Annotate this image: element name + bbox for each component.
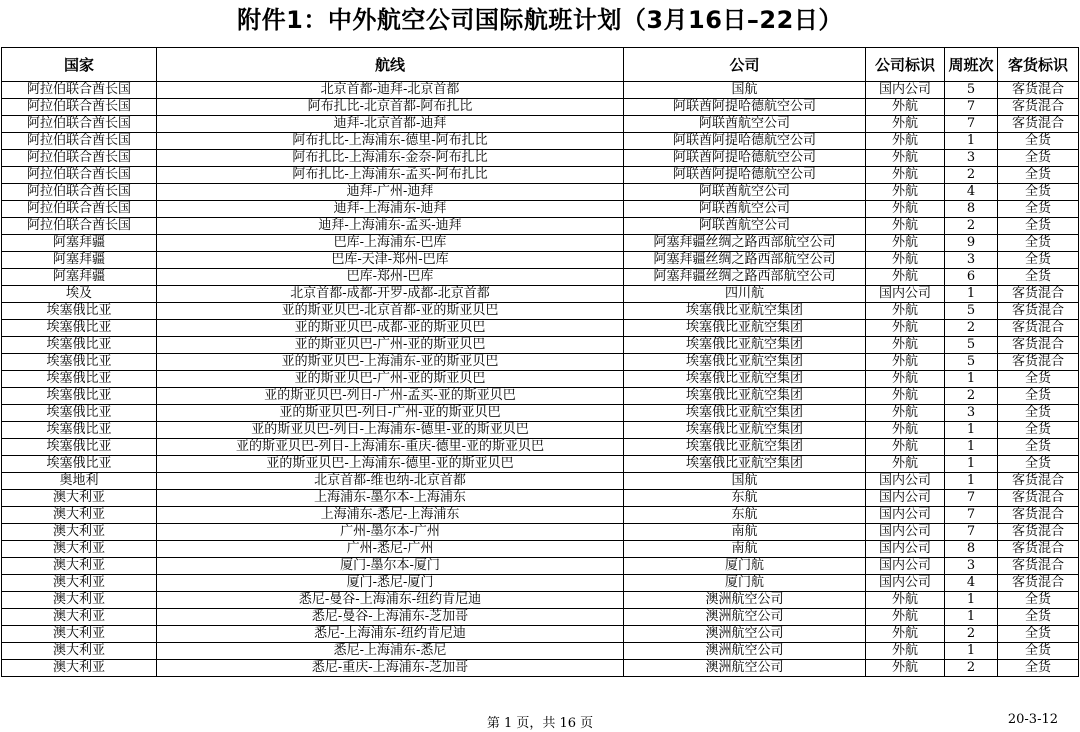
table-row bbox=[2, 337, 1079, 354]
cell-weekly-flights: 1 bbox=[945, 133, 998, 150]
cell-airline: 阿联酋阿提哈德航空公司 bbox=[624, 167, 866, 184]
cell-airline-type: 国内公司 bbox=[866, 558, 945, 575]
cell-route: 迪拜-北京首都-迪拜 bbox=[157, 116, 624, 133]
cell-route: 厦门-悉尼-厦门 bbox=[157, 575, 624, 592]
table-row bbox=[2, 252, 1079, 269]
cell-weekly-flights: 1 bbox=[945, 643, 998, 660]
cell-airline-type: 外航 bbox=[866, 184, 945, 201]
table-row bbox=[2, 371, 1079, 388]
cell-country: 埃塞俄比亚 bbox=[2, 337, 157, 354]
cell-country: 埃塞俄比亚 bbox=[2, 405, 157, 422]
cell-airline-type: 国内公司 bbox=[866, 541, 945, 558]
cell-country: 阿拉伯联合酋长国 bbox=[2, 167, 157, 184]
cell-route: 北京首都-迪拜-北京首都 bbox=[157, 82, 624, 99]
cell-route: 阿布扎比-北京首都-阿布扎比 bbox=[157, 99, 624, 116]
cell-cargo-type: 客货混合 bbox=[998, 541, 1079, 558]
cell-country: 澳大利亚 bbox=[2, 524, 157, 541]
cell-country: 澳大利亚 bbox=[2, 643, 157, 660]
cell-cargo-type: 全货 bbox=[998, 660, 1079, 677]
cell-country: 埃及 bbox=[2, 286, 157, 303]
cell-country: 埃塞俄比亚 bbox=[2, 320, 157, 337]
cell-route: 巴库-上海浦东-巴库 bbox=[157, 235, 624, 252]
cell-airline-type: 国内公司 bbox=[866, 286, 945, 303]
cell-weekly-flights: 4 bbox=[945, 184, 998, 201]
cell-route: 亚的斯亚贝巴-成都-亚的斯亚贝巴 bbox=[157, 320, 624, 337]
flight-schedule-table bbox=[1, 47, 1079, 677]
table-row bbox=[2, 660, 1079, 677]
cell-cargo-type: 客货混合 bbox=[998, 286, 1079, 303]
cell-airline: 厦门航 bbox=[624, 575, 866, 592]
cell-weekly-flights: 2 bbox=[945, 320, 998, 337]
cell-airline-type: 外航 bbox=[866, 269, 945, 286]
cell-cargo-type: 全货 bbox=[998, 626, 1079, 643]
cell-cargo-type: 全货 bbox=[998, 252, 1079, 269]
cell-cargo-type: 全货 bbox=[998, 439, 1079, 456]
cell-route: 悉尼-曼谷-上海浦东-纽约肯尼迪 bbox=[157, 592, 624, 609]
page-indicator: 第 1 页，共 16 页 bbox=[486, 716, 594, 731]
cell-airline: 阿塞拜疆丝绸之路西部航空公司 bbox=[624, 269, 866, 286]
cell-weekly-flights: 7 bbox=[945, 99, 998, 116]
table-row bbox=[2, 303, 1079, 320]
cell-route: 亚的斯亚贝巴-列日-上海浦东-德里-亚的斯亚贝巴 bbox=[157, 422, 624, 439]
cell-weekly-flights: 5 bbox=[945, 82, 998, 99]
cell-weekly-flights: 7 bbox=[945, 507, 998, 524]
table-row bbox=[2, 269, 1079, 286]
cell-airline: 埃塞俄比亚航空集团 bbox=[624, 354, 866, 371]
cell-airline-type: 外航 bbox=[866, 303, 945, 320]
cell-cargo-type: 全货 bbox=[998, 643, 1079, 660]
cell-airline-type: 外航 bbox=[866, 116, 945, 133]
cell-weekly-flights: 3 bbox=[945, 558, 998, 575]
cell-cargo-type: 客货混合 bbox=[998, 558, 1079, 575]
cell-cargo-type: 客货混合 bbox=[998, 524, 1079, 541]
cell-country: 澳大利亚 bbox=[2, 490, 157, 507]
table-row bbox=[2, 643, 1079, 660]
document-title: 附件1：中外航空公司国际航班计划（3月16日–22日） bbox=[237, 6, 843, 34]
table-header-row bbox=[2, 48, 1079, 82]
cell-route: 悉尼-曼谷-上海浦东-芝加哥 bbox=[157, 609, 624, 626]
cell-airline-type: 外航 bbox=[866, 439, 945, 456]
cell-route: 亚的斯亚贝巴-北京首都-亚的斯亚贝巴 bbox=[157, 303, 624, 320]
table-row bbox=[2, 150, 1079, 167]
cell-weekly-flights: 1 bbox=[945, 473, 998, 490]
cell-country: 埃塞俄比亚 bbox=[2, 388, 157, 405]
cell-country: 埃塞俄比亚 bbox=[2, 439, 157, 456]
cell-weekly-flights: 5 bbox=[945, 337, 998, 354]
cell-airline: 澳洲航空公司 bbox=[624, 660, 866, 677]
cell-cargo-type: 全货 bbox=[998, 456, 1079, 473]
cell-weekly-flights: 4 bbox=[945, 575, 998, 592]
cell-airline: 阿联酋航空公司 bbox=[624, 218, 866, 235]
cell-airline-type: 外航 bbox=[866, 99, 945, 116]
cell-airline-type: 国内公司 bbox=[866, 507, 945, 524]
cell-airline: 澳洲航空公司 bbox=[624, 609, 866, 626]
cell-country: 阿塞拜疆 bbox=[2, 235, 157, 252]
cell-cargo-type: 客货混合 bbox=[998, 99, 1079, 116]
cell-airline: 澳洲航空公司 bbox=[624, 626, 866, 643]
cell-cargo-type: 客货混合 bbox=[998, 507, 1079, 524]
cell-route: 亚的斯亚贝巴-上海浦东-亚的斯亚贝巴 bbox=[157, 354, 624, 371]
cell-airline: 埃塞俄比亚航空集团 bbox=[624, 422, 866, 439]
cell-airline: 埃塞俄比亚航空集团 bbox=[624, 303, 866, 320]
table-row bbox=[2, 184, 1079, 201]
cell-airline-type: 外航 bbox=[866, 660, 945, 677]
cell-country: 阿拉伯联合酋长国 bbox=[2, 150, 157, 167]
cell-country: 澳大利亚 bbox=[2, 660, 157, 677]
cell-weekly-flights: 1 bbox=[945, 422, 998, 439]
table-row bbox=[2, 218, 1079, 235]
cell-airline-type: 外航 bbox=[866, 133, 945, 150]
cell-airline: 厦门航 bbox=[624, 558, 866, 575]
cell-weekly-flights: 3 bbox=[945, 252, 998, 269]
cell-weekly-flights: 3 bbox=[945, 405, 998, 422]
table-row bbox=[2, 201, 1079, 218]
cell-airline: 阿联酋阿提哈德航空公司 bbox=[624, 150, 866, 167]
cell-airline: 四川航 bbox=[624, 286, 866, 303]
cell-airline-type: 国内公司 bbox=[866, 524, 945, 541]
cell-country: 澳大利亚 bbox=[2, 575, 157, 592]
cell-country: 澳大利亚 bbox=[2, 558, 157, 575]
cell-airline-type: 外航 bbox=[866, 354, 945, 371]
cell-airline: 南航 bbox=[624, 524, 866, 541]
cell-weekly-flights: 2 bbox=[945, 660, 998, 677]
cell-airline-type: 外航 bbox=[866, 592, 945, 609]
table-row bbox=[2, 320, 1079, 337]
table-row bbox=[2, 235, 1079, 252]
table-row bbox=[2, 490, 1079, 507]
cell-country: 阿塞拜疆 bbox=[2, 252, 157, 269]
header-route: 航线 bbox=[157, 48, 624, 82]
cell-airline: 南航 bbox=[624, 541, 866, 558]
cell-airline-type: 国内公司 bbox=[866, 575, 945, 592]
cell-cargo-type: 客货混合 bbox=[998, 575, 1079, 592]
cell-weekly-flights: 1 bbox=[945, 286, 998, 303]
cell-airline: 埃塞俄比亚航空集团 bbox=[624, 439, 866, 456]
cell-route: 上海浦东-悉尼-上海浦东 bbox=[157, 507, 624, 524]
cell-weekly-flights: 1 bbox=[945, 371, 998, 388]
cell-route: 迪拜-上海浦东-迪拜 bbox=[157, 201, 624, 218]
cell-cargo-type: 全货 bbox=[998, 150, 1079, 167]
cell-route: 迪拜-广州-迪拜 bbox=[157, 184, 624, 201]
table-row bbox=[2, 558, 1079, 575]
cell-route: 巴库-天津-郑州-巴库 bbox=[157, 252, 624, 269]
cell-weekly-flights: 5 bbox=[945, 354, 998, 371]
cell-airline: 阿塞拜疆丝绸之路西部航空公司 bbox=[624, 235, 866, 252]
cell-country: 澳大利亚 bbox=[2, 592, 157, 609]
cell-country: 阿塞拜疆 bbox=[2, 269, 157, 286]
header-weekly-flights: 周班次 bbox=[945, 48, 998, 82]
cell-airline: 澳洲航空公司 bbox=[624, 592, 866, 609]
table-row bbox=[2, 439, 1079, 456]
cell-airline-type: 国内公司 bbox=[866, 473, 945, 490]
cell-country: 阿拉伯联合酋长国 bbox=[2, 82, 157, 99]
cell-country: 澳大利亚 bbox=[2, 507, 157, 524]
cell-cargo-type: 客货混合 bbox=[998, 303, 1079, 320]
cell-country: 埃塞俄比亚 bbox=[2, 371, 157, 388]
cell-airline: 埃塞俄比亚航空集团 bbox=[624, 405, 866, 422]
cell-route: 悉尼-重庆-上海浦东-芝加哥 bbox=[157, 660, 624, 677]
cell-country: 埃塞俄比亚 bbox=[2, 422, 157, 439]
header-country: 国家 bbox=[2, 48, 157, 82]
cell-cargo-type: 客货混合 bbox=[998, 490, 1079, 507]
cell-route: 北京首都-成都-开罗-成都-北京首都 bbox=[157, 286, 624, 303]
cell-country: 澳大利亚 bbox=[2, 609, 157, 626]
table-row bbox=[2, 422, 1079, 439]
cell-route: 亚的斯亚贝巴-广州-亚的斯亚贝巴 bbox=[157, 337, 624, 354]
cell-airline-type: 外航 bbox=[866, 218, 945, 235]
cell-cargo-type: 全货 bbox=[998, 609, 1079, 626]
table-row bbox=[2, 167, 1079, 184]
cell-airline: 阿联酋阿提哈德航空公司 bbox=[624, 133, 866, 150]
cell-country: 阿拉伯联合酋长国 bbox=[2, 201, 157, 218]
table-row bbox=[2, 473, 1079, 490]
cell-cargo-type: 全货 bbox=[998, 184, 1079, 201]
table-body bbox=[2, 82, 1079, 677]
table-row bbox=[2, 575, 1079, 592]
cell-route: 亚的斯亚贝巴-列日-广州-孟买-亚的斯亚贝巴 bbox=[157, 388, 624, 405]
cell-cargo-type: 全货 bbox=[998, 167, 1079, 184]
cell-airline: 阿塞拜疆丝绸之路西部航空公司 bbox=[624, 252, 866, 269]
cell-airline: 埃塞俄比亚航空集团 bbox=[624, 388, 866, 405]
table-row bbox=[2, 507, 1079, 524]
cell-airline: 东航 bbox=[624, 490, 866, 507]
cell-country: 阿拉伯联合酋长国 bbox=[2, 218, 157, 235]
cell-route: 广州-悉尼-广州 bbox=[157, 541, 624, 558]
cell-route: 迪拜-上海浦东-孟买-迪拜 bbox=[157, 218, 624, 235]
cell-country: 埃塞俄比亚 bbox=[2, 303, 157, 320]
cell-route: 厦门-墨尔本-厦门 bbox=[157, 558, 624, 575]
cell-weekly-flights: 2 bbox=[945, 626, 998, 643]
cell-route: 北京首都-维也纳-北京首都 bbox=[157, 473, 624, 490]
cell-airline: 阿联酋阿提哈德航空公司 bbox=[624, 99, 866, 116]
table-row bbox=[2, 626, 1079, 643]
cell-route: 阿布扎比-上海浦东-孟买-阿布扎比 bbox=[157, 167, 624, 184]
cell-cargo-type: 全货 bbox=[998, 592, 1079, 609]
table-row bbox=[2, 456, 1079, 473]
cell-route: 广州-墨尔本-广州 bbox=[157, 524, 624, 541]
cell-airline-type: 国内公司 bbox=[866, 82, 945, 99]
cell-airline: 国航 bbox=[624, 473, 866, 490]
cell-route: 巴库-郑州-巴库 bbox=[157, 269, 624, 286]
cell-country: 埃塞俄比亚 bbox=[2, 456, 157, 473]
cell-route: 亚的斯亚贝巴-列日-广州-亚的斯亚贝巴 bbox=[157, 405, 624, 422]
cell-weekly-flights: 2 bbox=[945, 388, 998, 405]
cell-route: 亚的斯亚贝巴-上海浦东-德里-亚的斯亚贝巴 bbox=[157, 456, 624, 473]
cell-airline: 阿联酋航空公司 bbox=[624, 184, 866, 201]
cell-airline-type: 外航 bbox=[866, 609, 945, 626]
cell-route: 悉尼-上海浦东-悉尼 bbox=[157, 643, 624, 660]
cell-country: 澳大利亚 bbox=[2, 626, 157, 643]
cell-cargo-type: 客货混合 bbox=[998, 320, 1079, 337]
cell-weekly-flights: 8 bbox=[945, 201, 998, 218]
table-row bbox=[2, 82, 1079, 99]
cell-cargo-type: 客货混合 bbox=[998, 337, 1079, 354]
cell-weekly-flights: 2 bbox=[945, 167, 998, 184]
cell-cargo-type: 全货 bbox=[998, 388, 1079, 405]
header-cargo-type: 客货标识 bbox=[998, 48, 1079, 82]
cell-airline: 埃塞俄比亚航空集团 bbox=[624, 337, 866, 354]
cell-country: 阿拉伯联合酋长国 bbox=[2, 99, 157, 116]
cell-weekly-flights: 1 bbox=[945, 592, 998, 609]
cell-country: 阿拉伯联合酋长国 bbox=[2, 184, 157, 201]
cell-airline: 埃塞俄比亚航空集团 bbox=[624, 320, 866, 337]
cell-weekly-flights: 8 bbox=[945, 541, 998, 558]
table-row bbox=[2, 405, 1079, 422]
cell-airline-type: 外航 bbox=[866, 456, 945, 473]
cell-weekly-flights: 1 bbox=[945, 439, 998, 456]
cell-route: 阿布扎比-上海浦东-金奈-阿布扎比 bbox=[157, 150, 624, 167]
cell-cargo-type: 全货 bbox=[998, 218, 1079, 235]
table-row bbox=[2, 99, 1079, 116]
cell-country: 阿拉伯联合酋长国 bbox=[2, 133, 157, 150]
table-row bbox=[2, 541, 1079, 558]
table-row bbox=[2, 388, 1079, 405]
cell-country: 奥地利 bbox=[2, 473, 157, 490]
cell-airline-type: 外航 bbox=[866, 337, 945, 354]
cell-airline-type: 外航 bbox=[866, 388, 945, 405]
cell-weekly-flights: 7 bbox=[945, 116, 998, 133]
cell-cargo-type: 全货 bbox=[998, 235, 1079, 252]
cell-country: 阿拉伯联合酋长国 bbox=[2, 116, 157, 133]
table-row bbox=[2, 524, 1079, 541]
cell-route: 亚的斯亚贝巴-列日-上海浦东-重庆-德里-亚的斯亚贝巴 bbox=[157, 439, 624, 456]
cell-airline-type: 外航 bbox=[866, 422, 945, 439]
cell-airline-type: 外航 bbox=[866, 371, 945, 388]
cell-cargo-type: 客货混合 bbox=[998, 473, 1079, 490]
cell-airline: 国航 bbox=[624, 82, 866, 99]
cell-cargo-type: 全货 bbox=[998, 201, 1079, 218]
cell-weekly-flights: 5 bbox=[945, 303, 998, 320]
cell-weekly-flights: 1 bbox=[945, 456, 998, 473]
header-airline-type: 公司标识 bbox=[866, 48, 945, 82]
cell-weekly-flights: 3 bbox=[945, 150, 998, 167]
cell-airline-type: 外航 bbox=[866, 167, 945, 184]
cell-airline-type: 国内公司 bbox=[866, 490, 945, 507]
cell-airline-type: 外航 bbox=[866, 320, 945, 337]
cell-route: 阿布扎比-上海浦东-德里-阿布扎比 bbox=[157, 133, 624, 150]
cell-airline: 阿联酋航空公司 bbox=[624, 116, 866, 133]
cell-weekly-flights: 7 bbox=[945, 524, 998, 541]
cell-country: 埃塞俄比亚 bbox=[2, 354, 157, 371]
cell-airline-type: 外航 bbox=[866, 201, 945, 218]
table-row bbox=[2, 286, 1079, 303]
cell-weekly-flights: 9 bbox=[945, 235, 998, 252]
cell-route: 悉尼-上海浦东-纽约肯尼迪 bbox=[157, 626, 624, 643]
table-row bbox=[2, 354, 1079, 371]
cell-cargo-type: 客货混合 bbox=[998, 82, 1079, 99]
cell-weekly-flights: 6 bbox=[945, 269, 998, 286]
cell-airline-type: 外航 bbox=[866, 252, 945, 269]
cell-airline: 埃塞俄比亚航空集团 bbox=[624, 456, 866, 473]
table-row bbox=[2, 609, 1079, 626]
cell-airline: 澳洲航空公司 bbox=[624, 643, 866, 660]
cell-cargo-type: 全货 bbox=[998, 269, 1079, 286]
cell-cargo-type: 全货 bbox=[998, 133, 1079, 150]
cell-weekly-flights: 7 bbox=[945, 490, 998, 507]
cell-airline: 阿联酋航空公司 bbox=[624, 201, 866, 218]
cell-country: 澳大利亚 bbox=[2, 541, 157, 558]
cell-airline-type: 外航 bbox=[866, 150, 945, 167]
cell-route: 上海浦东-墨尔本-上海浦东 bbox=[157, 490, 624, 507]
table-row bbox=[2, 116, 1079, 133]
cell-airline-type: 外航 bbox=[866, 235, 945, 252]
cell-cargo-type: 全货 bbox=[998, 405, 1079, 422]
table-row bbox=[2, 133, 1079, 150]
cell-cargo-type: 全货 bbox=[998, 422, 1079, 439]
table-row bbox=[2, 592, 1079, 609]
cell-weekly-flights: 1 bbox=[945, 609, 998, 626]
cell-airline-type: 外航 bbox=[866, 626, 945, 643]
cell-route: 亚的斯亚贝巴-广州-亚的斯亚贝巴 bbox=[157, 371, 624, 388]
cell-airline: 东航 bbox=[624, 507, 866, 524]
header-airline: 公司 bbox=[624, 48, 866, 82]
cell-airline-type: 外航 bbox=[866, 643, 945, 660]
cell-weekly-flights: 2 bbox=[945, 218, 998, 235]
footer-date: 20-3-12 bbox=[1007, 712, 1058, 727]
cell-airline-type: 外航 bbox=[866, 405, 945, 422]
cell-cargo-type: 全货 bbox=[998, 371, 1079, 388]
cell-cargo-type: 客货混合 bbox=[998, 116, 1079, 133]
cell-cargo-type: 客货混合 bbox=[998, 354, 1079, 371]
cell-airline: 埃塞俄比亚航空集团 bbox=[624, 371, 866, 388]
